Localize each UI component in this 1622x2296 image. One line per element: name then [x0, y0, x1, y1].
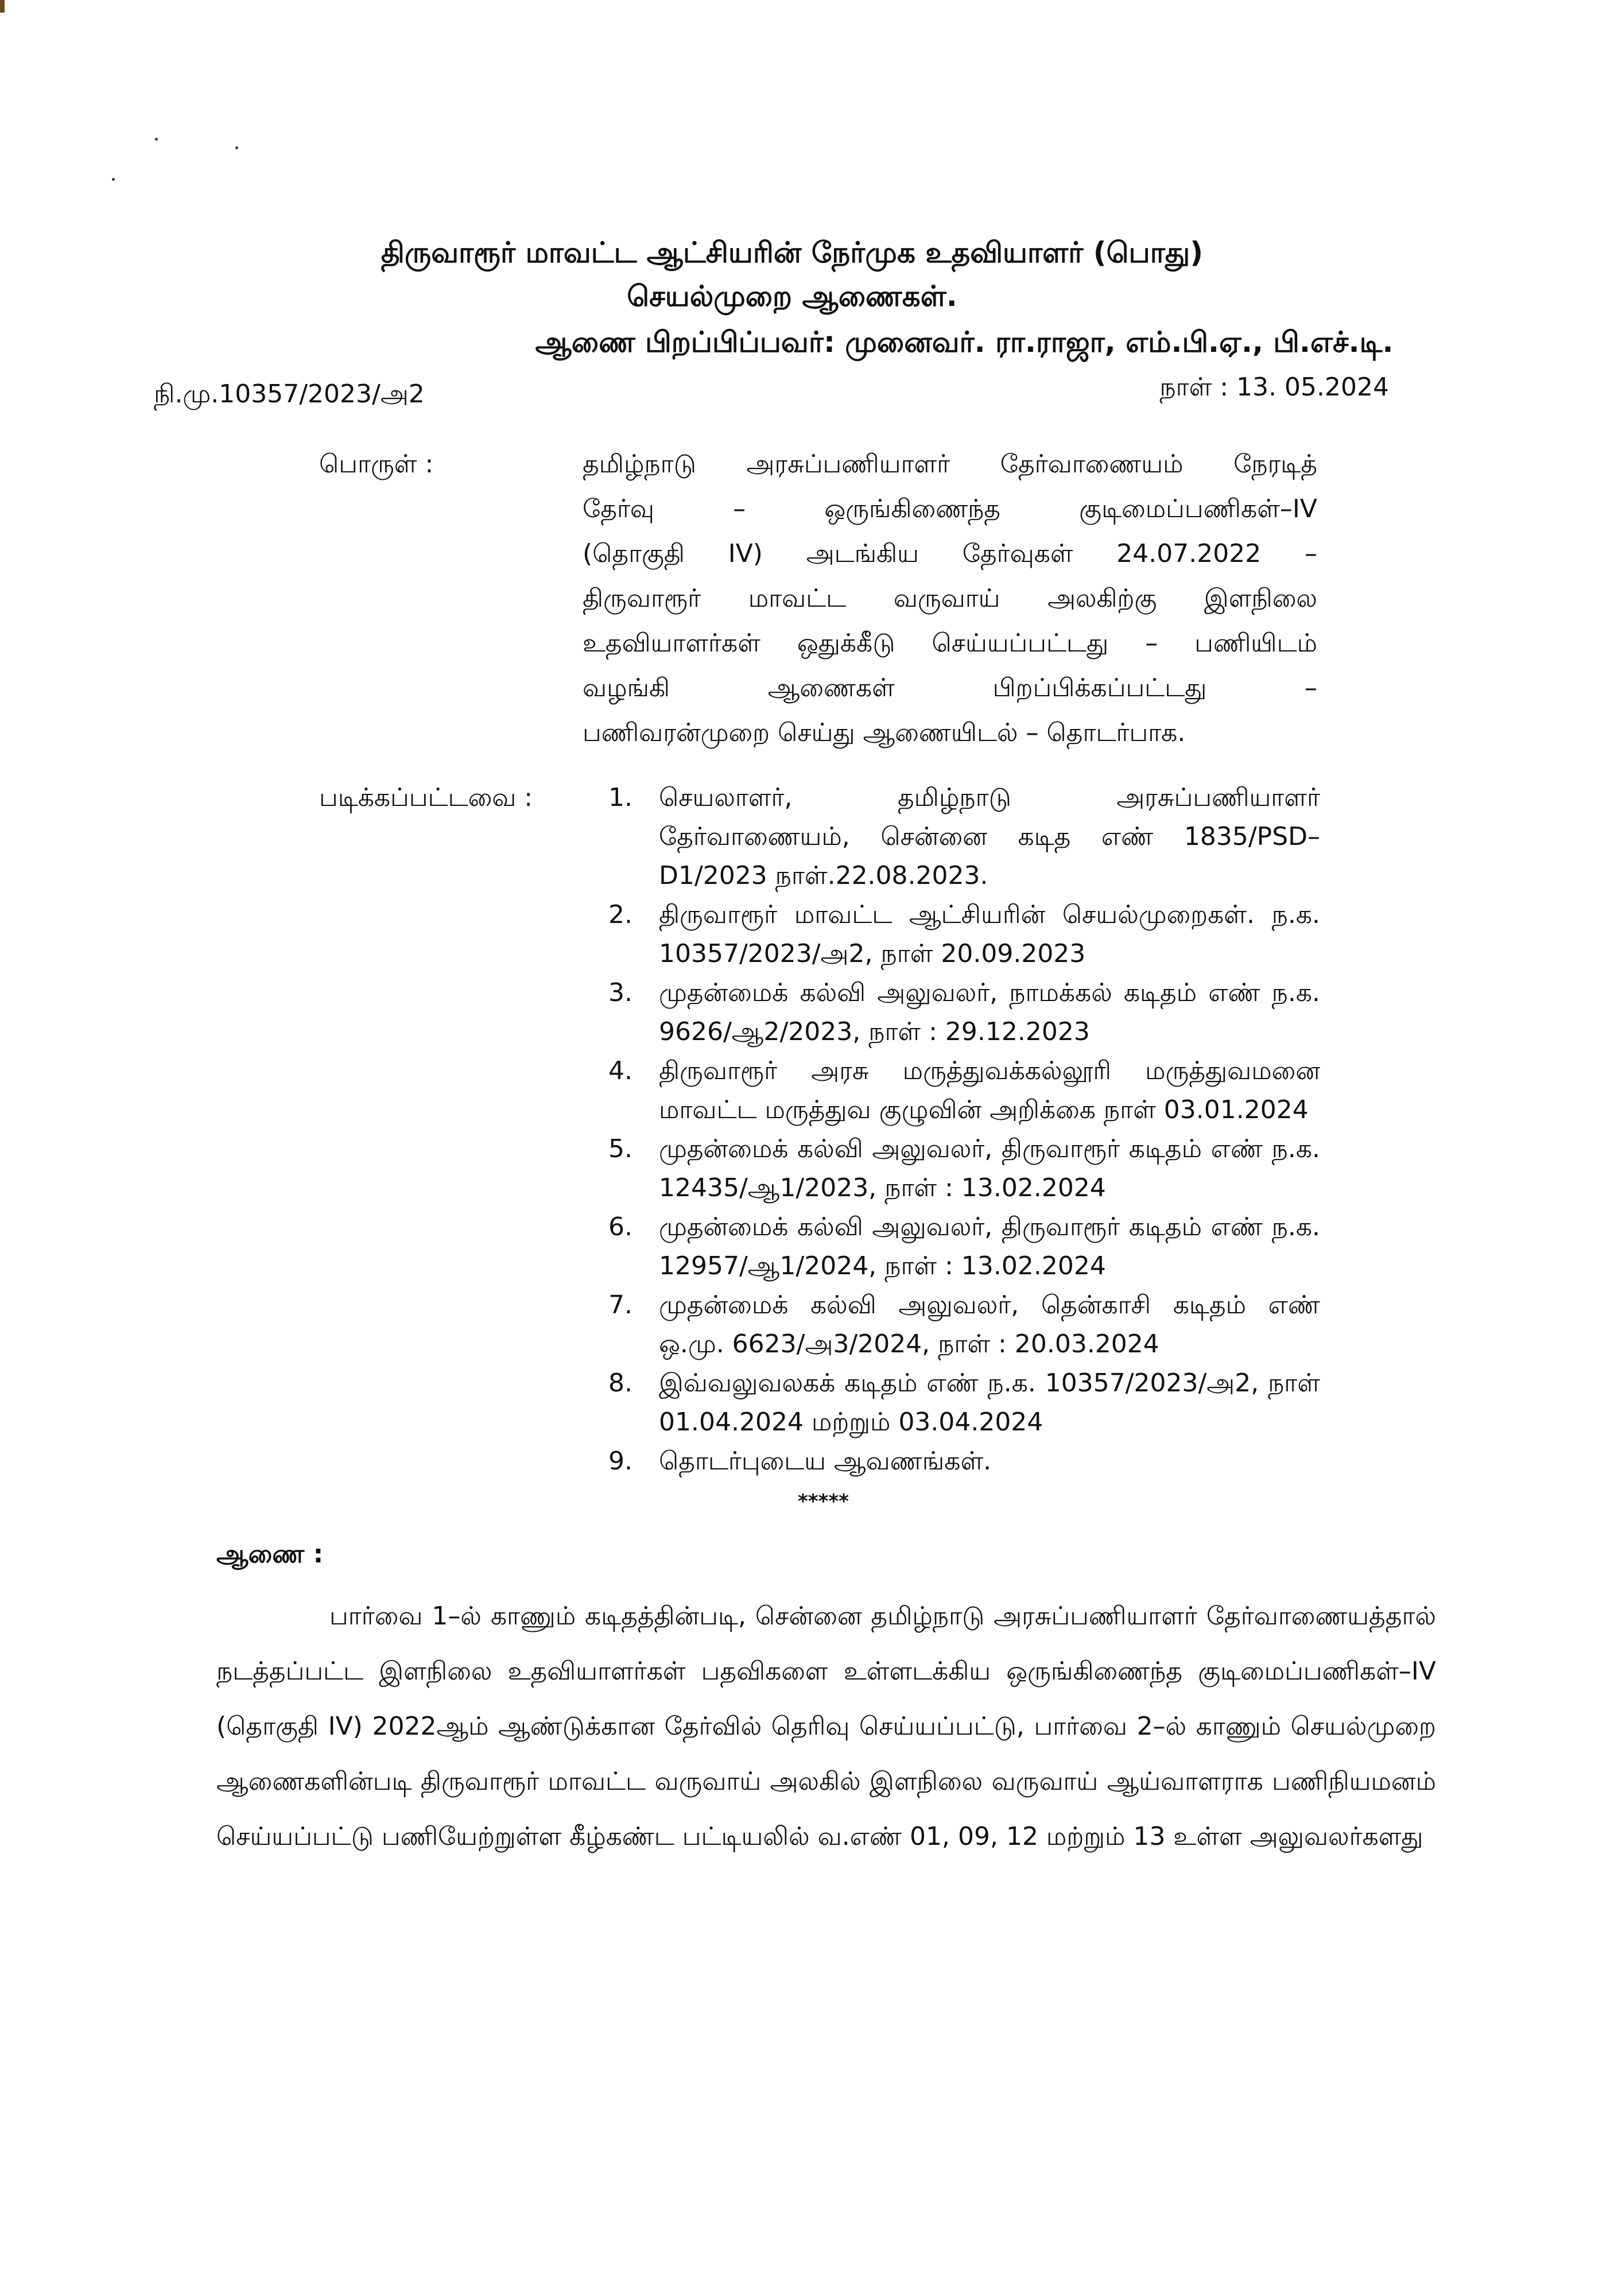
subject-line: பணிவரன்முறை செய்து ஆணையிடல் – தொடர்பாக.: [583, 718, 1186, 747]
reference-item: [608, 1052, 1320, 1130]
scan-edge-mark: [0, 0, 5, 13]
subject-line: (தொகுதி IV) அடங்கிய தேர்வுகள் 24.07.2022 –: [583, 539, 1317, 568]
reference-item: [608, 974, 1320, 1052]
subject-section: [216, 442, 1436, 755]
reference-text: முதன்மைக் கல்வி அலுவலர், நாமக்கல் கடிதம் எண் ந.க. 9626/ஆ2/2023, நாள் : 29.12.2023: [659, 978, 1320, 1046]
subject-label: பொருள் :: [319, 449, 434, 479]
issuing-authority: ஆணை பிறப்பிப்பவர்: முனைவர். ரா.ராஜா, எம்.பி.ஏ., பி.எச்.டி.: [535, 325, 1394, 359]
reference-text: முதன்மைக் கல்வி அலுவலர், தென்காசி கடிதம் எண் ஒ.மு. 6623/அ3/2024, நாள் : 20.03.2024: [659, 1290, 1320, 1359]
reference-number-marker: 1.: [608, 783, 632, 812]
document-type: செயல்முறை ஆணைகள்.: [627, 280, 957, 313]
reference-number-marker: 7.: [608, 1290, 632, 1320]
subject-line: தமிழ்நாடு அரசுப்பணியாளர் தேர்வாணையம் நேரடித்: [583, 449, 1317, 479]
reference-item: [608, 1364, 1320, 1442]
reference-number-marker: 5.: [608, 1134, 632, 1163]
reference-text: திருவாரூர் மாவட்ட ஆட்சியரின் செயல்முறைகள். ந.க. 10357/2023/அ2, நாள் 20.09.2023: [659, 900, 1320, 968]
references-section: [216, 778, 1436, 1481]
office-title: திருவாரூர் மாவட்ட ஆட்சியரின் நேர்முக உதவியாளர் (பொது): [381, 236, 1204, 269]
order-label: ஆணை :: [216, 1539, 324, 1569]
subject-line: திருவாரூர் மாவட்ட வருவாய் அலகிற்கு இளநிலை: [583, 584, 1317, 613]
reference-number-marker: 2.: [608, 900, 632, 929]
reference-text: செயலாளர், தமிழ்நாடு அரசுப்பணியாளர் தேர்வாணையம், சென்னை கடித எண் 1835/PSD–D1/2023 நாள்.22.08.2023.: [659, 783, 1320, 890]
reference-item: [608, 1286, 1320, 1364]
section-separator: *****: [798, 1490, 849, 1513]
reference-item: [608, 778, 1320, 895]
reference-text: திருவாரூர் அரசு மருத்துவக்கல்லூரி மருத்துவமனை மாவட்ட மருத்துவ குழுவின் அறிக்கை நாள் 03.01.2024: [659, 1056, 1320, 1124]
reference-number-marker: 4.: [608, 1056, 632, 1085]
scan-speck: [235, 146, 238, 149]
references-label: படிக்கப்பட்டவை :: [319, 783, 533, 812]
reference-number-marker: 9.: [608, 1446, 632, 1476]
reference-item: [608, 1130, 1320, 1208]
reference-text: முதன்மைக் கல்வி அலுவலர், திருவாரூர் கடிதம் எண் ந.க. 12435/ஆ1/2023, நாள் : 13.02.2024: [659, 1134, 1320, 1203]
reference-number: நி.மு.10357/2023/அ2: [154, 379, 425, 409]
subject-line: வழங்கி ஆணைகள் பிறப்பிக்கப்பட்டது –: [583, 673, 1317, 703]
scan-speck: [155, 138, 158, 141]
reference-text: தொடர்புடைய ஆவணங்கள்.: [659, 1446, 992, 1476]
references-list: [608, 778, 1320, 1481]
scan-speck: [112, 178, 115, 181]
reference-number-marker: 3.: [608, 978, 632, 1007]
order-paragraph: பார்வை 1–ல் காணும் கடிதத்தின்படி, சென்னை தமிழ்நாடு அரசுப்பணியாளர் தேர்வாணையத்தால் நடத்தப்பட்ட இளநிலை உதவியாளர்கள் பதவிகளை உள்ளடக்கிய ஒருங்கிணைந்த குடிமைப்பணிகள்–IV (தொகுதி IV) 2022ஆம் ஆண்டுக்கான தேர்வில் தெரிவு செய்யப்பட்டு, பார்வை 2–ல் காணும் செயல்முறை ஆணைகளின்படி திருவாரூர் மாவட்ட வருவாய் அலகில் இளநிலை வருவாய் ஆய்வாளராக பணிநியமனம் செய்யப்பட்டு பணியேற்றுள்ள கீழ்கண்ட பட்டியலில் வ.எண் 01, 09, 12 மற்றும் 13 உள்ள அலுவலர்களது: [216, 1601, 1436, 1851]
reference-text: இவ்வலுவலகக் கடிதம் எண் ந.க. 10357/2023/அ2, நாள் 01.04.2024 மற்றும் 03.04.2024: [659, 1368, 1320, 1437]
reference-number-marker: 8.: [608, 1368, 632, 1398]
subject-line: உதவியாளர்கள் ஒதுக்கீடு செய்யப்பட்டது – பணியிடம்: [583, 629, 1317, 658]
reference-text: முதன்மைக் கல்வி அலுவலர், திருவாரூர் கடிதம் எண் ந.க. 12957/ஆ1/2024, நாள் : 13.02.2024: [659, 1212, 1320, 1281]
subject-line: தேர்வு – ஒருங்கிணைந்த குடிமைப்பணிகள்–IV: [583, 494, 1317, 523]
reference-item: [608, 1442, 1320, 1481]
reference-item: [608, 895, 1320, 974]
reference-item: [608, 1208, 1320, 1286]
subject-text: [583, 442, 1317, 755]
reference-number-marker: 6.: [608, 1212, 632, 1242]
document-body: [216, 442, 1436, 1864]
document-date: நாள் : 13. 05.2024: [1159, 373, 1389, 402]
